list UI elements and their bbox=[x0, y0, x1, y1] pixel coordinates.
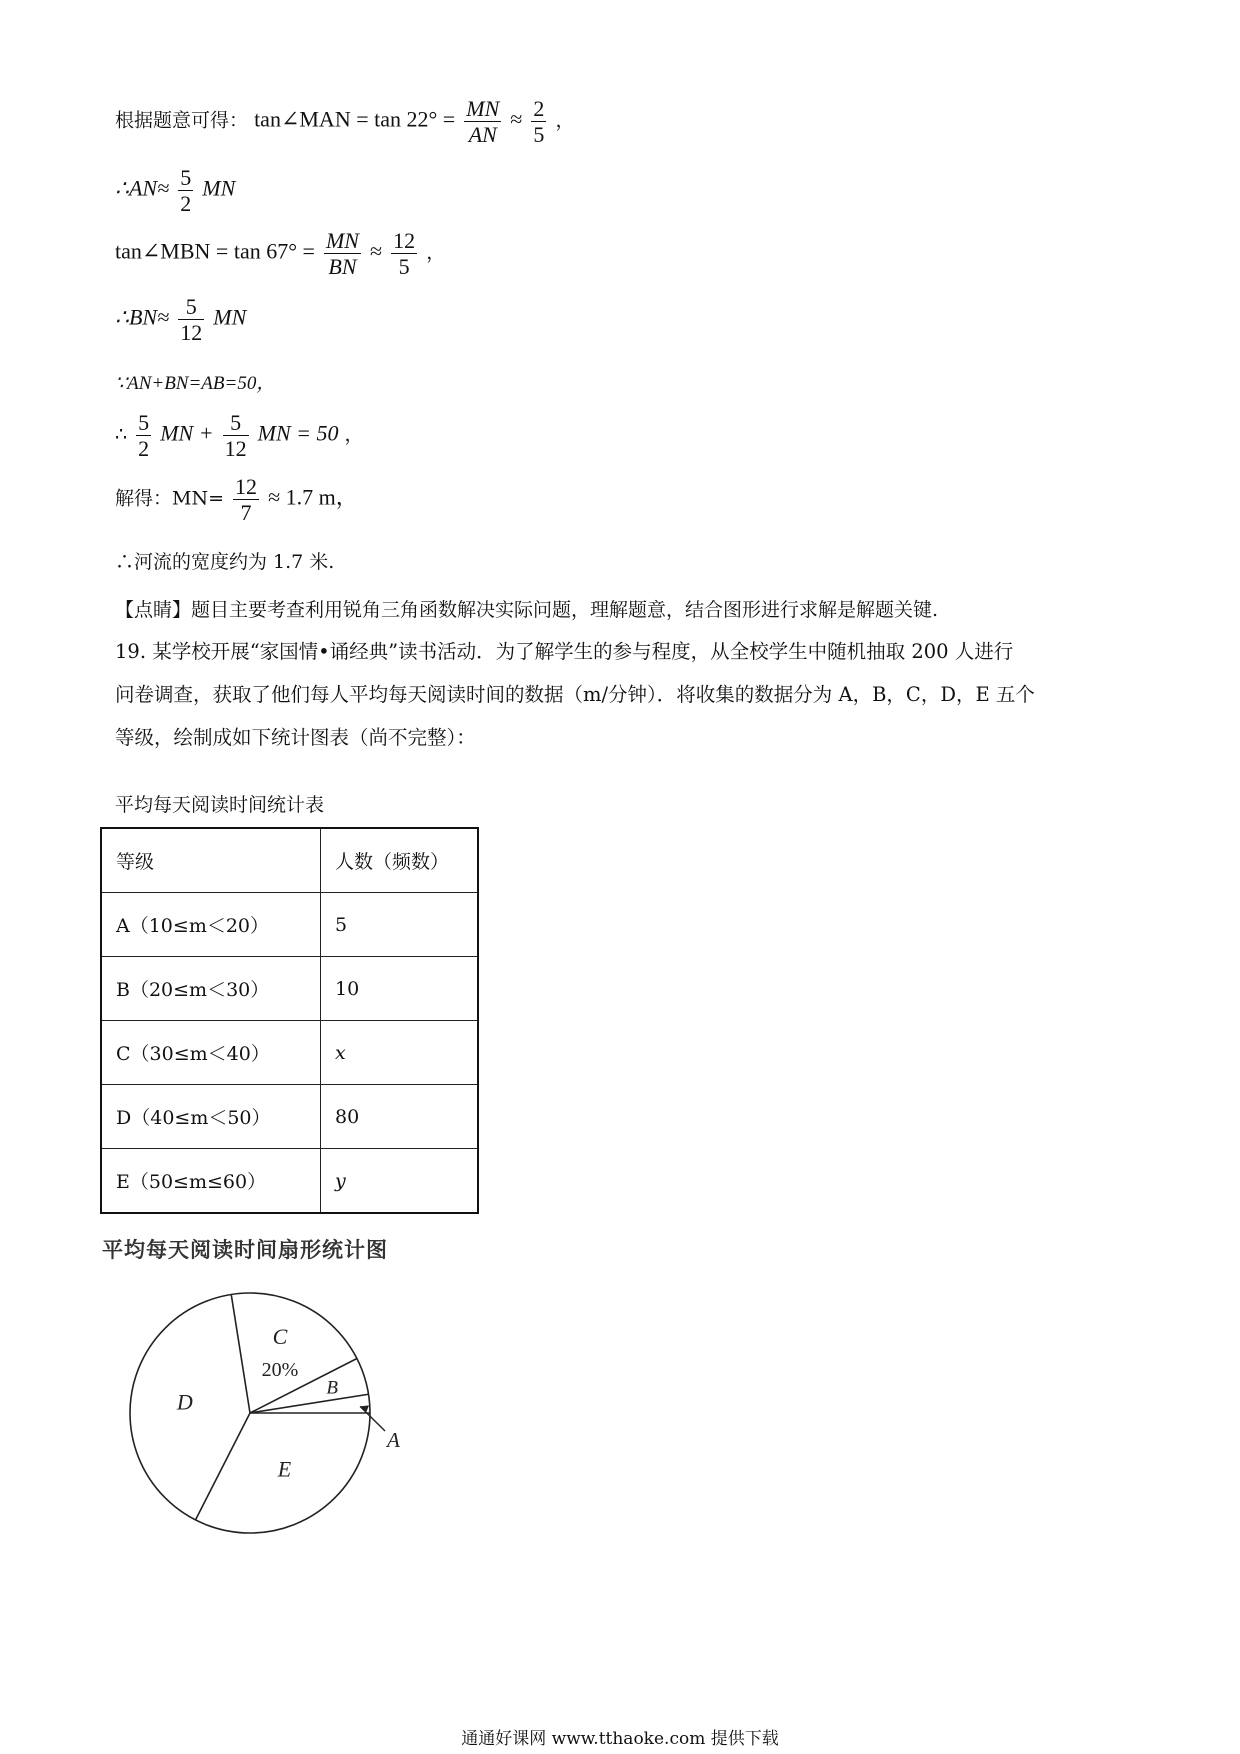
pie-label-b: B bbox=[326, 1377, 338, 1399]
question-line-3: 等级，绘制成如下统计图表（尚不完整）： bbox=[115, 726, 476, 749]
denominator: 12 bbox=[180, 320, 203, 345]
pie-slice-d bbox=[231, 1294, 250, 1413]
punctuation: ， bbox=[344, 423, 364, 446]
table-cell: x bbox=[321, 1021, 479, 1085]
denominator: 2 bbox=[138, 436, 150, 461]
question-19 bbox=[115, 630, 1125, 759]
expression: MN bbox=[202, 175, 236, 201]
table-cell: E（50≤m≤60） bbox=[101, 1149, 321, 1214]
expression: ∵AN+BN=AB=50， bbox=[115, 373, 276, 394]
denominator: AN bbox=[468, 122, 497, 147]
table-row bbox=[101, 1021, 478, 1085]
solution-line-2 bbox=[115, 165, 235, 216]
numerator: 5 bbox=[180, 165, 192, 190]
solution-line-7 bbox=[115, 474, 358, 525]
table-cell: 10 bbox=[321, 957, 479, 1021]
pie-slice-e bbox=[196, 1413, 250, 1520]
numerator: MN bbox=[466, 96, 500, 121]
table-header: 人数（频数） bbox=[321, 828, 479, 893]
table-row bbox=[101, 1149, 478, 1214]
table-header: 等级 bbox=[101, 828, 321, 893]
table-cell: B（20≤m＜30） bbox=[101, 957, 321, 1021]
pie-data-label-c: 20% bbox=[261, 1359, 299, 1382]
approx-sign: ≈ bbox=[510, 106, 523, 132]
expression: tan∠MBN = tan 67° = bbox=[115, 238, 315, 264]
pie-chart-title: 平均每天阅读时间扇形统计图 bbox=[102, 1237, 388, 1262]
numerator: 12 bbox=[393, 228, 416, 253]
solution-line-6 bbox=[115, 410, 364, 461]
table-row bbox=[101, 957, 478, 1021]
denominator: BN bbox=[328, 254, 357, 279]
solution-line-3 bbox=[115, 228, 445, 279]
expression: ≈ 1.7 m， bbox=[268, 484, 358, 510]
numerator: 5 bbox=[223, 410, 249, 436]
table-cell: D（40≤m＜50） bbox=[101, 1085, 321, 1149]
fraction bbox=[223, 410, 249, 461]
expression: tan∠MAN = tan 22° = bbox=[254, 106, 456, 132]
statistics-table bbox=[100, 827, 479, 1214]
fraction bbox=[233, 474, 259, 525]
question-line-1: 19. 某学校开展“家国情•诵经典”读书活动．为了解学生的参与程度，从全校学生中随机抽取 200 人进行 bbox=[115, 640, 1014, 663]
text: 根据题意可得： bbox=[115, 109, 249, 132]
table-cell: A（10≤m＜20） bbox=[101, 893, 321, 957]
pie-label-d: D bbox=[176, 1389, 193, 1415]
approx-sign: ≈ bbox=[370, 238, 383, 264]
fraction bbox=[391, 228, 417, 279]
numerator: 2 bbox=[533, 96, 545, 121]
pie-chart bbox=[110, 1280, 530, 1560]
table-header-row bbox=[101, 828, 478, 893]
conclusion-text: ∴河流的宽度约为 1.7 米. bbox=[115, 551, 335, 573]
numerator: 5 bbox=[178, 294, 204, 320]
comment-text: 【点睛】题目主要考查利用锐角三角函数解决实际问题，理解题意，结合图形进行求解是解题关键. bbox=[115, 599, 939, 621]
table-row bbox=[101, 1085, 478, 1149]
comment-line bbox=[115, 595, 938, 622]
fraction bbox=[178, 294, 204, 345]
denominator: 7 bbox=[240, 500, 252, 525]
solution-line-8 bbox=[115, 547, 334, 574]
fraction bbox=[178, 165, 193, 216]
numerator: 12 bbox=[235, 474, 258, 499]
question-line-2: 问卷调查，获取了他们每人平均每天阅读时间的数据（m/分钟）．将收集的数据分为 A，B，C，D，E 五个 bbox=[115, 683, 1035, 706]
fraction bbox=[531, 96, 546, 147]
expression: MN bbox=[213, 304, 247, 330]
denominator: 5 bbox=[533, 122, 545, 147]
table-cell: 80 bbox=[321, 1085, 479, 1149]
punctuation: ， bbox=[555, 109, 575, 132]
table-cell: y bbox=[321, 1149, 479, 1214]
table-title: 平均每天阅读时间统计表 bbox=[115, 794, 325, 816]
solution-line-5 bbox=[115, 368, 275, 395]
solution-line-1 bbox=[115, 96, 574, 147]
fraction bbox=[136, 410, 151, 461]
fraction bbox=[464, 96, 501, 147]
pie-label-c: C bbox=[272, 1324, 288, 1350]
pie-label-e: E bbox=[277, 1456, 292, 1482]
denominator: 2 bbox=[180, 191, 192, 216]
denominator: 12 bbox=[224, 436, 247, 461]
expression: ∴BN≈ bbox=[115, 304, 170, 330]
fraction bbox=[324, 228, 361, 279]
table-row bbox=[101, 893, 478, 957]
expression: 解得：MN= bbox=[115, 487, 224, 510]
therefore-sign: ∴ bbox=[115, 423, 128, 446]
expression: MN + bbox=[160, 420, 214, 446]
table-cell: C（30≤m＜40） bbox=[101, 1021, 321, 1085]
table-cell: 5 bbox=[321, 893, 479, 957]
pie-label-a: A bbox=[387, 1428, 400, 1452]
numerator: MN bbox=[325, 228, 359, 253]
expression: MN = 50 bbox=[257, 420, 339, 446]
expression: ∴AN≈ bbox=[115, 175, 170, 201]
punctuation: ， bbox=[426, 241, 446, 264]
solution-line-4 bbox=[115, 294, 246, 345]
footer: 通通好课网 www.tthaoke.com 提供下载 bbox=[461, 1729, 779, 1749]
numerator: 5 bbox=[138, 410, 150, 435]
denominator: 5 bbox=[398, 254, 410, 279]
